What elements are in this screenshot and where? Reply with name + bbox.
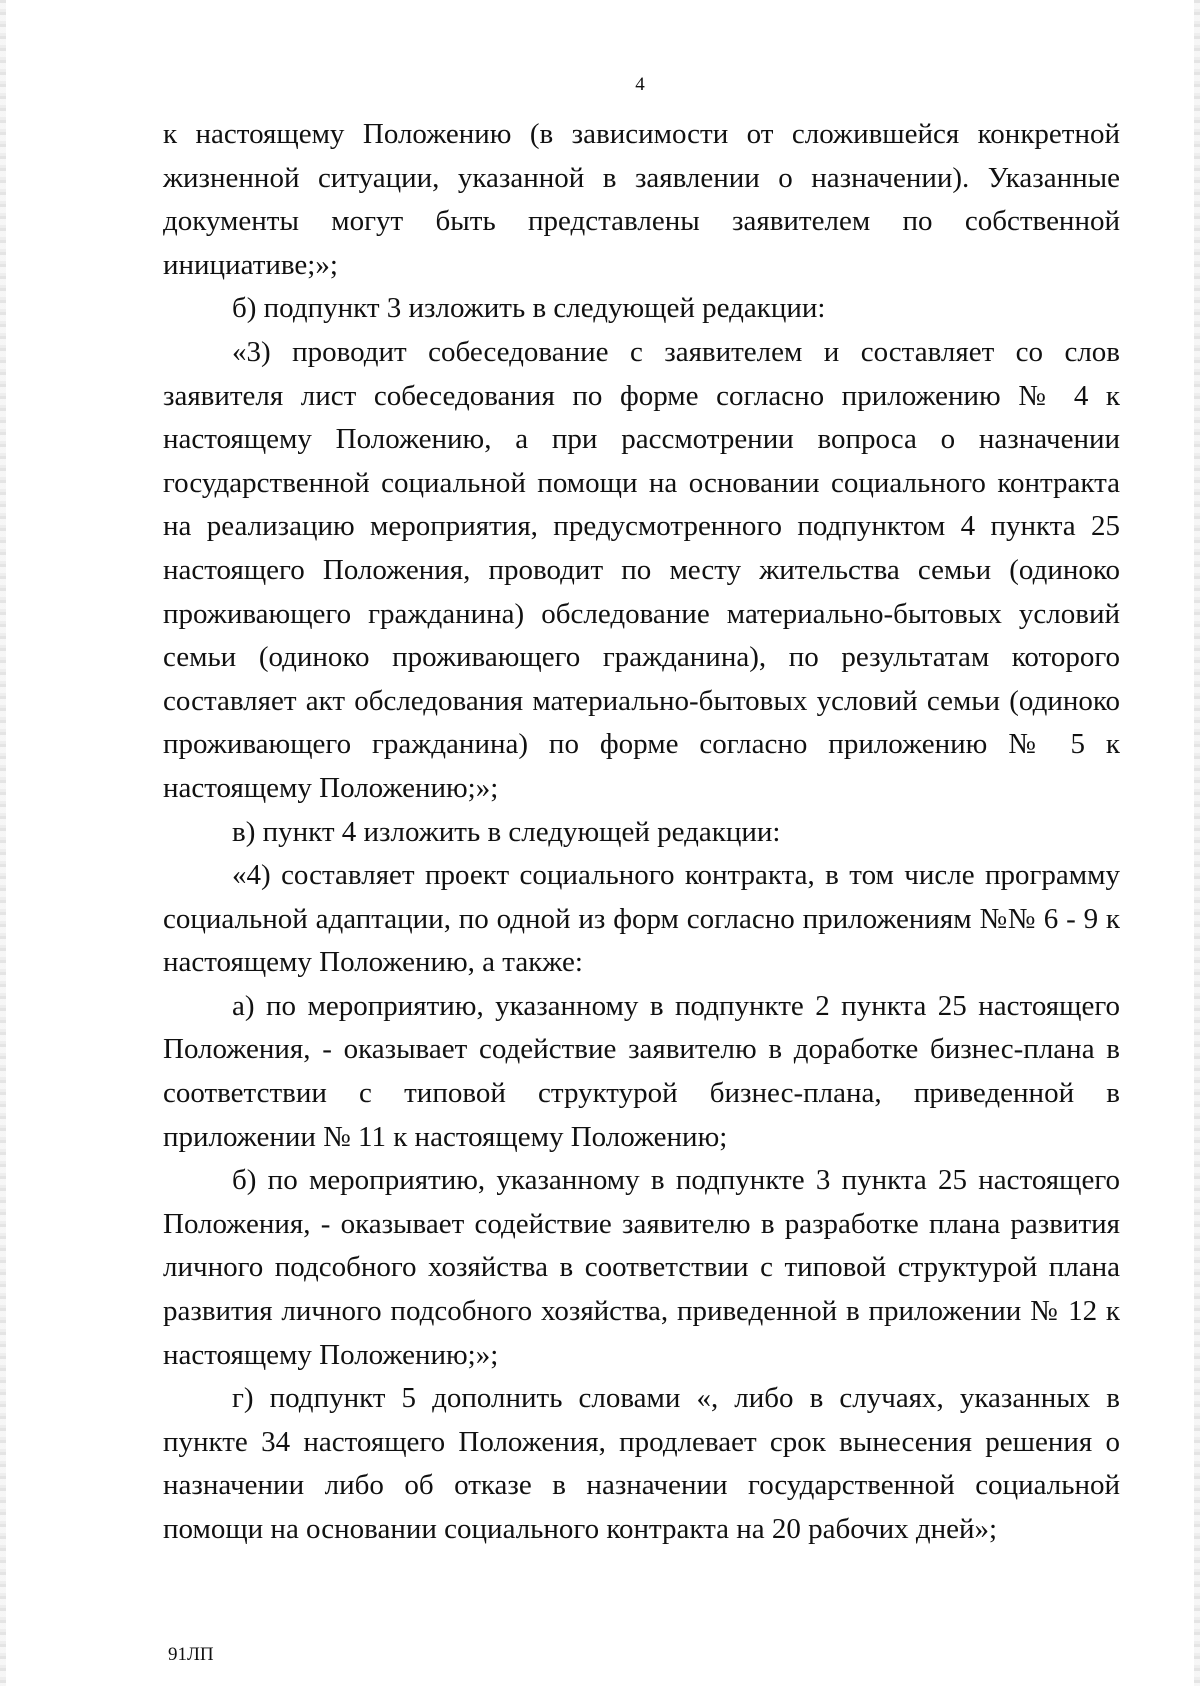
- document-body: [163, 113, 1120, 1552]
- paragraph-subitem-g: г) подпункт 5 дополнить словами «, либо в случаях, указанных в пункте 34 настоящего Положения, продлевает срок вынесения решения о назначении либо об отказе в назначении государственной социальной помощи на основании социального контракта на 20 рабочих дней»;: [163, 1382, 1120, 1545]
- paragraph-item-4-a: а) по мероприятию, указанному в подпункте 2 пункта 25 настоящего Положения, - оказывает содействие заявителю в доработке бизнес-плана в соответствии с типовой структурой бизнес-плана, приведенной в приложении № 11 к настоящему Положению;: [163, 989, 1120, 1153]
- paragraph-item-4: «4) составляет проект социального контракта, в том числе программу социальной адаптации, по одной из форм согласно приложениям №№ 6 - 9 к настоящему Положению, а также:: [163, 859, 1120, 979]
- paragraph-item-4-b: б) по мероприятию, указанному в подпункте 3 пункта 25 настоящего Положения, - оказывает содействие заявителю в разработке плана развития личного подсобного хозяйства в соответствии с типовой структурой плана развития личного подсобного хозяйства, приведенной в приложении № 12 к настоящему Положению;»;: [163, 1164, 1120, 1371]
- paragraph-subitem-v-heading: в) пункт 4 изложить в следующей редакции:: [232, 815, 781, 848]
- document-code: 91ЛП: [168, 1644, 214, 1665]
- paragraph-subitem-b-heading: б) подпункт 3 изложить в следующей редакции:: [232, 292, 826, 325]
- paragraph-item-3: «3) проводит собеседование с заявителем и составляет со слов заявителя лист собеседования по форме согласно приложению № 4 к настоящему Положению, а при рассмотрении вопроса о назначении государственной социальной помощи на основании социального контракта на реализацию мероприятия, предусмотренного подпунктом 4 пункта 25 настоящего Положения, проводит по месту жительства семьи (одиноко проживающего гражданина) обследование материально-бытовых условий семьи (одиноко проживающего гражданина), по результатам которого составляет акт обследования материально-бытовых условий семьи (одиноко проживающего гражданина) по форме согласно приложению № 5 к настоящему Положению;»;: [163, 335, 1120, 804]
- scan-edge-left: [0, 0, 6, 1686]
- scan-edge-right: [1194, 0, 1200, 1686]
- paragraph-continuation: к настоящему Положению (в зависимости от сложившейся конкретной жизненной ситуации, указанной в заявлении о назначении). Указанные документы могут быть представлены заявителем по собственной инициативе;»;: [163, 118, 1120, 281]
- page-number: 4: [635, 74, 645, 95]
